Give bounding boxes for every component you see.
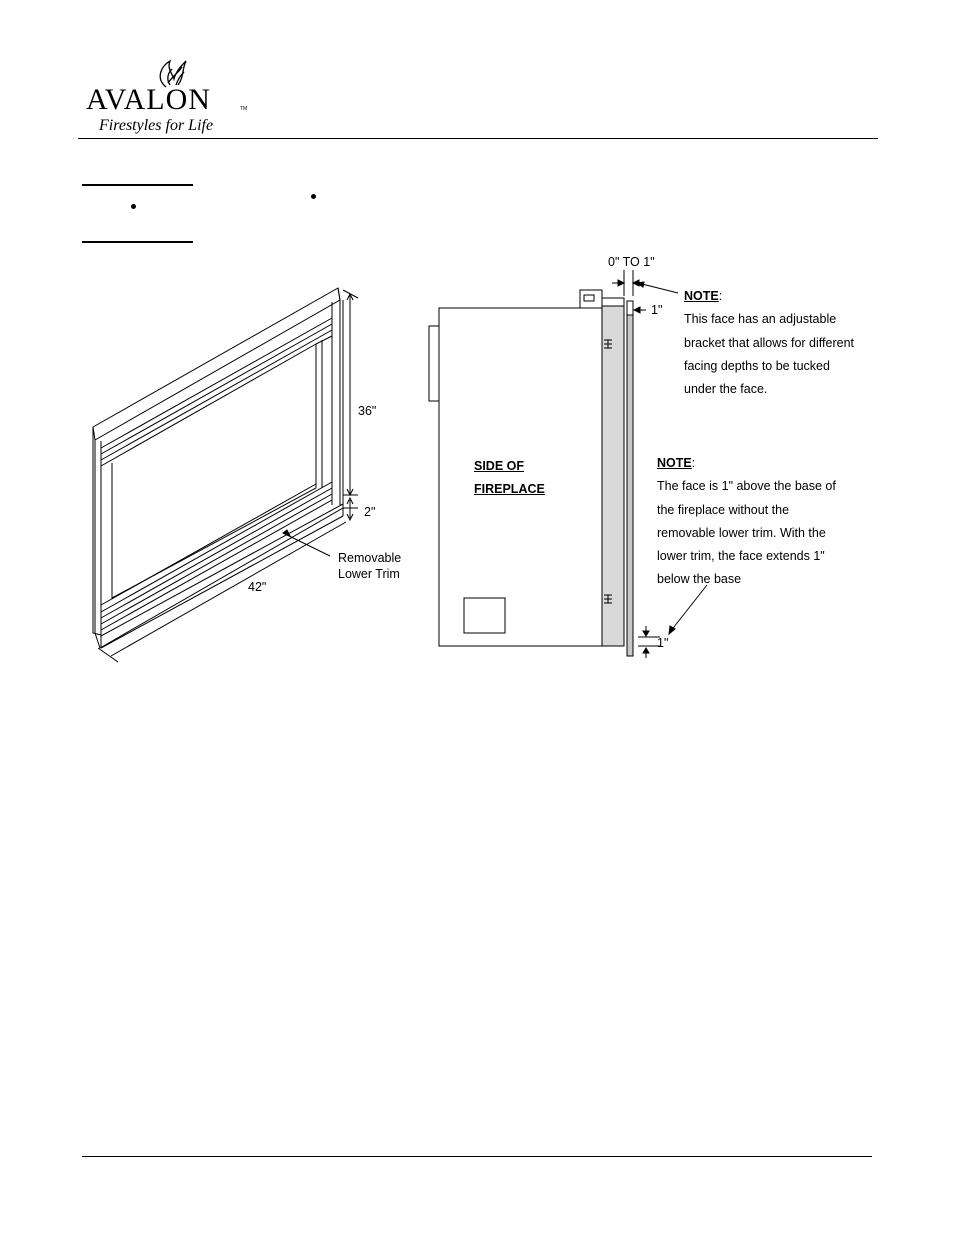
note-line: The face is 1" above the base of: [657, 479, 836, 494]
note-adjustable-bracket: [684, 285, 884, 401]
callout-lower-trim: Lower Trim: [338, 567, 400, 581]
gap-dimension-label: 0" TO 1": [608, 255, 655, 269]
trademark-mark: TM: [240, 106, 248, 112]
height-dimension-label: 36": [358, 404, 377, 418]
callout-removable: Removable: [338, 551, 402, 565]
fireplace-label: FIREPLACE: [474, 482, 545, 496]
footer-rule: [82, 1156, 872, 1157]
note-line: bracket that allows for different: [684, 335, 854, 350]
note-line: the fireplace without the: [657, 502, 790, 517]
note-heading: NOTE:: [657, 456, 696, 470]
bottom-offset-label: 1": [657, 636, 669, 650]
note-line: This face has an adjustable: [684, 312, 837, 327]
note-heading: NOTE:: [684, 289, 723, 303]
note-line: below the base: [657, 572, 742, 587]
note-line: lower trim, the face extends 1": [657, 549, 825, 564]
brand-tagline: Firestyles for Life: [99, 117, 214, 134]
note-line: removable lower trim. With the: [657, 525, 826, 540]
side-of-label: SIDE OF: [474, 459, 525, 473]
trim-dimension-label: 2": [364, 505, 376, 519]
note-face-height: [657, 452, 867, 592]
width-dimension-label: 42": [248, 580, 267, 594]
top-offset-label: 1": [651, 303, 663, 317]
brand-name: AVALON: [86, 83, 211, 116]
note-line: under the face.: [684, 382, 768, 397]
note-line: facing depths to be tucked: [684, 358, 830, 373]
